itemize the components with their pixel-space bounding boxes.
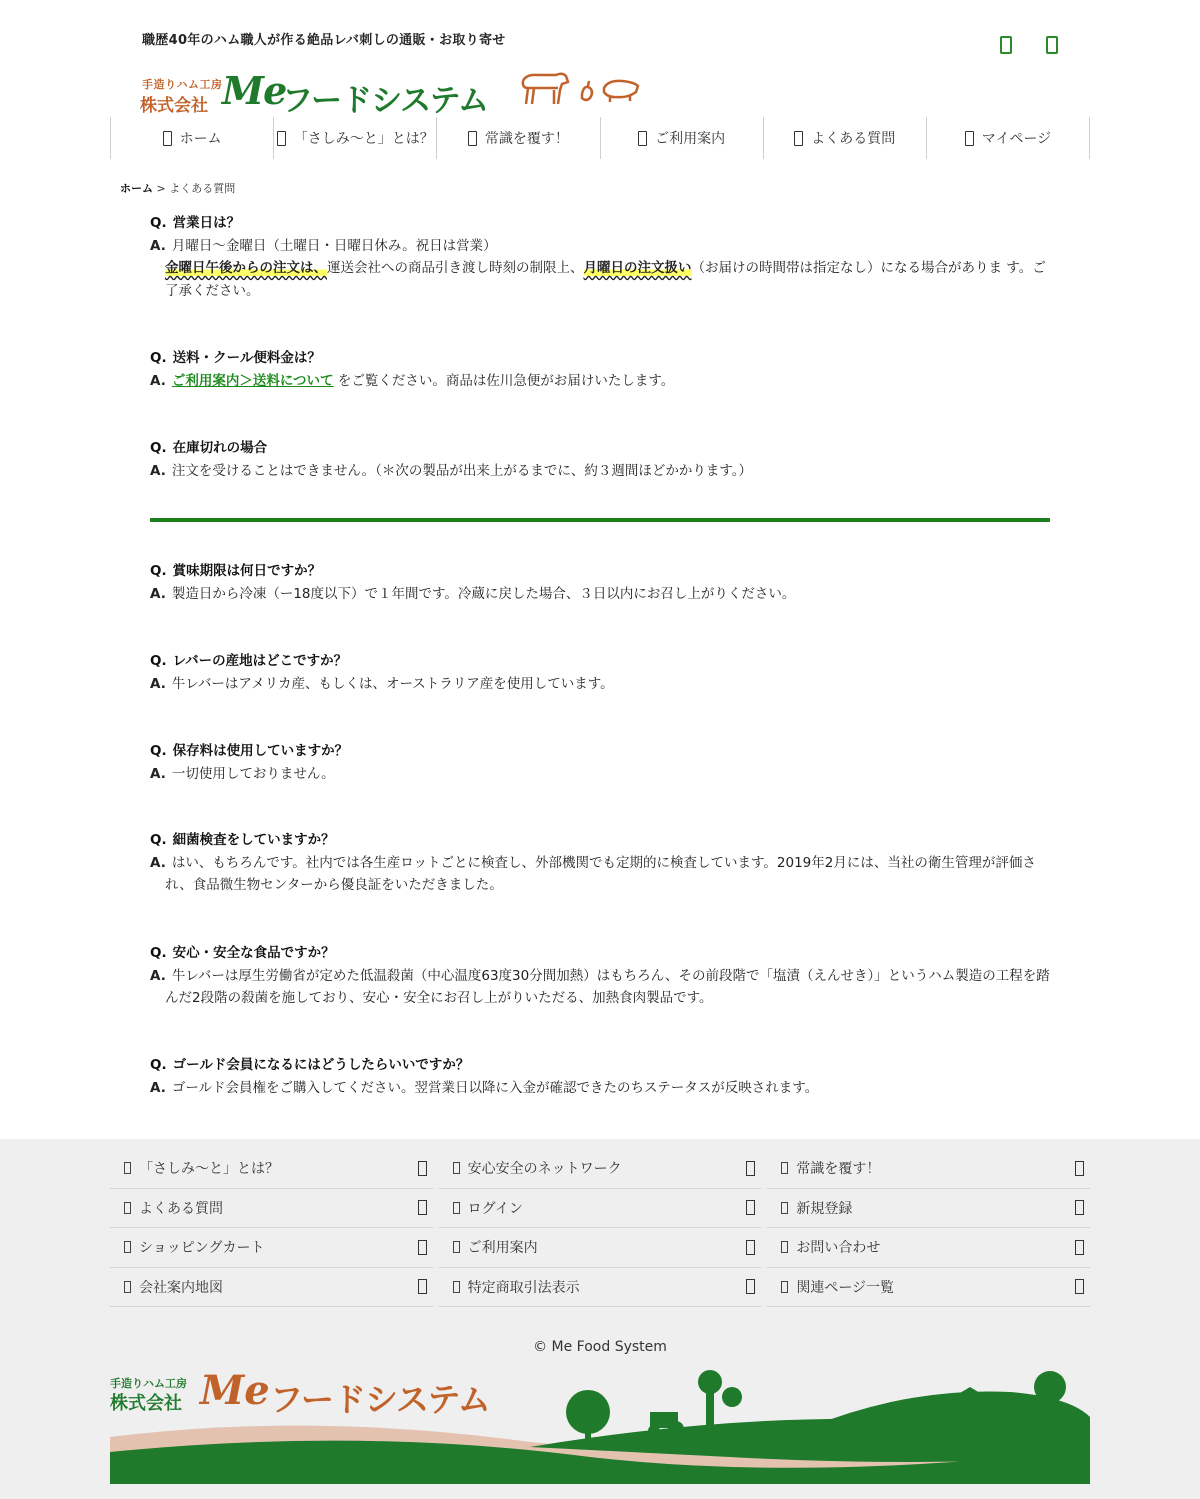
footer-link[interactable]: 安心安全のネットワーク	[439, 1149, 762, 1189]
faq-answer: A. はい、もちろんです。社内では各生産ロットごとに検査し、外部機関でも定期的に検査しています。2019年2月には、当社の衛生管理が評価され、食品微生物センターから優良証をいただきました。	[150, 854, 1036, 893]
faq-question: Q. 細菌検査をしていますか？	[150, 832, 335, 848]
chevron-right-icon	[418, 1279, 427, 1294]
faq-answer: A. 一切使用しておりません。	[150, 765, 335, 782]
breadcrumb-sep: >	[153, 182, 170, 195]
shipping-link[interactable]: ご利用案内＞送料について	[171, 372, 334, 389]
user-icon	[965, 131, 974, 146]
footer-link[interactable]: ログイン	[439, 1189, 762, 1229]
banner-small1: 手造りハム工房	[110, 1377, 187, 1390]
faq-question: Q. 保存料は使用していますか？	[150, 743, 349, 759]
faq-item	[150, 1054, 1055, 1099]
file-icon	[781, 1162, 788, 1174]
footer-link[interactable]: お問い合わせ	[767, 1228, 1090, 1268]
file-icon	[781, 1281, 788, 1293]
faq-answer: A. ご利用案内＞送料について をご覧ください。商品は佐川急便がお届けいたします。	[150, 372, 675, 389]
section-divider	[150, 518, 1050, 522]
banner-rest: フードシステム	[270, 1380, 490, 1419]
banner-me: Me	[200, 1367, 270, 1414]
nav-label: 常識を覆す！	[484, 131, 569, 147]
faq-answer: A. ゴールド会員権をご購入してください。翌営業日以降に入金が確認できたのちステータスが反映されます。	[150, 1079, 819, 1096]
footer-link[interactable]: 会社案内地図	[110, 1268, 433, 1308]
breadcrumb-home[interactable]: ホーム	[120, 182, 153, 195]
faq-item	[150, 740, 1055, 785]
faq-item	[150, 347, 1055, 392]
footer-link[interactable]: ご利用案内	[439, 1228, 762, 1268]
chevron-right-icon	[418, 1161, 427, 1176]
nav-common-sense[interactable]	[436, 117, 599, 159]
file-icon	[124, 1162, 131, 1174]
footer-link[interactable]: ショッピングカート	[110, 1228, 433, 1268]
faq-item	[150, 560, 1055, 605]
file-icon	[781, 1202, 788, 1214]
nav-label: マイページ	[981, 131, 1052, 147]
star-icon	[468, 131, 477, 146]
info-icon	[277, 131, 286, 146]
chevron-right-icon	[1075, 1240, 1084, 1255]
faq-item	[150, 829, 1055, 897]
nav-faq[interactable]	[763, 117, 926, 159]
faq-item	[150, 437, 1055, 482]
faq-item	[150, 212, 1055, 302]
chevron-right-icon	[1075, 1161, 1084, 1176]
chevron-right-icon	[746, 1279, 755, 1294]
nav-label: 「さしみ〜と」とは？	[293, 131, 434, 147]
nav-label: ホーム	[179, 131, 222, 147]
chevron-right-icon	[746, 1200, 755, 1215]
faq-answer: A. 牛レバーは厚生労働省が定めた低温殺菌（中心温度63度30分間加熱）はもちろん、その前段階で「塩漬（えんせき）」というハム製造の工程を踏んだ2段階の殺菌を施しており、安心・安全にお召し上がりいただる、加熱食肉製品です。	[150, 967, 1050, 1006]
nav-label: よくある質問	[811, 131, 896, 147]
faq-question: Q. 賞味期限は何日ですか？	[150, 563, 322, 579]
user-icon[interactable]	[1046, 36, 1058, 54]
nav-label: ご利用案内	[655, 131, 726, 147]
faq-answer: A. 牛レバーはアメリカ産、もしくは、オーストラリア産を使用しています。	[150, 675, 614, 692]
file-icon	[453, 1202, 460, 1214]
highlight-friday: 金曜日午後からの注文は、	[165, 260, 327, 276]
guide-icon	[638, 131, 647, 146]
faq-question: Q. レバーの産地はどこですか？	[150, 653, 348, 669]
chevron-right-icon	[1075, 1279, 1084, 1294]
chevron-right-icon	[1075, 1200, 1084, 1215]
highlight-monday: 月曜日の注文扱い	[583, 260, 692, 276]
footer-link[interactable]: よくある質問	[110, 1189, 433, 1229]
file-icon	[124, 1241, 131, 1253]
footer-banner	[110, 1357, 1090, 1484]
logo-small1: 手造りハム工房	[142, 78, 223, 91]
footer-link[interactable]: 特定商取引法表示	[439, 1268, 762, 1308]
faq-answer: A. 月曜日〜金曜日（土曜日・日曜日休み。祝日は営業） 金曜日午後からの注文は、運送会社への商品引き渡し時刻の制限上、月曜日の注文扱い（お届けの時間帯は指定なし）になる場合がありま す。ご了承ください。	[150, 237, 1046, 299]
logo-small2: 株式会社	[140, 96, 208, 116]
file-icon	[124, 1202, 131, 1214]
nav-about-sashimito[interactable]	[273, 117, 436, 159]
faq-item	[150, 942, 1055, 1010]
breadcrumb	[120, 180, 235, 196]
footer-link[interactable]: 新規登録	[767, 1189, 1090, 1229]
faq-item	[150, 650, 1055, 695]
logo-brand-rest: フードシステム	[282, 83, 488, 119]
logo-brand-me: Me	[222, 68, 287, 113]
nav-mypage[interactable]	[926, 117, 1090, 159]
copyright: © Me Food System	[533, 1339, 667, 1355]
chevron-right-icon	[746, 1161, 755, 1176]
home-icon	[163, 131, 172, 146]
footer-link[interactable]: 関連ページ一覧	[767, 1268, 1090, 1308]
faq-answer: A. 注文を受けることはできません。（＊次の製品が出来上がるまでに、約３週間ほどかかります。）	[150, 462, 753, 479]
faq-question: Q. ゴールド会員になるにはどうしたらいいですか？	[150, 1057, 470, 1073]
faq-answer: A. 製造日から冷凍（ー18度以下）で１年間です。冷蔵に戻した場合、３日以内にお召し上がりください。	[150, 585, 796, 602]
site-logo[interactable]	[140, 66, 640, 119]
faq-question: Q. 営業日は？	[150, 215, 241, 231]
faq-question: Q. 送料・クール便料金は？	[150, 350, 321, 366]
chevron-right-icon	[418, 1200, 427, 1215]
chevron-right-icon	[746, 1240, 755, 1255]
question-icon	[794, 131, 803, 146]
file-icon	[453, 1281, 460, 1293]
global-nav	[110, 117, 1090, 159]
file-icon	[453, 1162, 460, 1174]
chevron-right-icon	[418, 1240, 427, 1255]
faq-question: Q. 在庫切れの場合	[150, 440, 268, 456]
breadcrumb-current: よくある質問	[169, 182, 236, 195]
banner-small2: 株式会社	[110, 1393, 182, 1414]
site-tagline: 職歴40年のハム職人が作る絶品レバ刺しの通販・お取り寄せ	[142, 33, 506, 48]
site-footer	[0, 1139, 1200, 1499]
header-icons	[1000, 36, 1058, 54]
footer-link[interactable]: 常識を覆す！	[767, 1149, 1090, 1189]
faq-question: Q. 安心・安全な食品ですか？	[150, 945, 335, 961]
cart-icon[interactable]	[1000, 36, 1012, 54]
animals-icon	[518, 66, 643, 111]
file-icon	[781, 1241, 788, 1253]
footer-link[interactable]: 「さしみ〜と」とは？	[110, 1149, 433, 1189]
nav-guide[interactable]	[600, 117, 763, 159]
footer-links	[110, 1149, 1090, 1307]
file-icon	[124, 1281, 131, 1293]
file-icon	[453, 1241, 460, 1253]
nav-home[interactable]	[110, 117, 273, 159]
